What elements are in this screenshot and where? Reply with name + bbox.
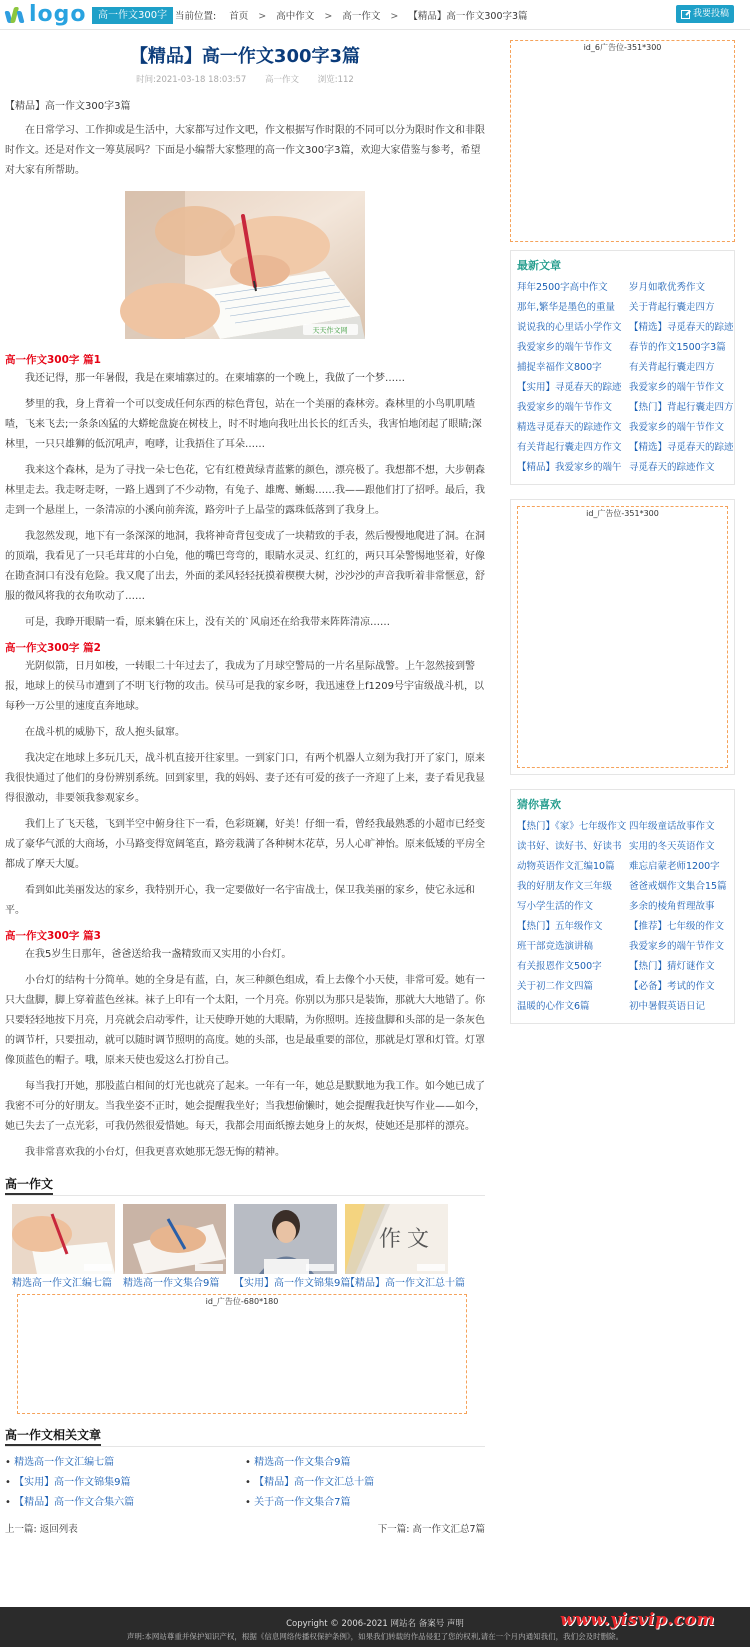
- next-article[interactable]: [378, 1521, 485, 1535]
- sidebar-ad-mid[interactable]: [517, 506, 728, 768]
- sidebar-link[interactable]: 温暖的心作文6篇: [517, 1001, 590, 1012]
- submit-article-button[interactable]: [676, 5, 734, 23]
- thumb-image[interactable]: [234, 1204, 337, 1274]
- sidebar-link[interactable]: 春节的作文1500字3篇: [629, 342, 726, 353]
- thumb-caption[interactable]: 【精品】高一作文汇总十篇: [345, 1278, 465, 1289]
- sidebar-link[interactable]: 【热门】猜灯谜作文: [629, 961, 715, 972]
- channel-badge[interactable]: 高一作文300字: [92, 7, 173, 24]
- article-time: 时间:2021-03-18 18:03:57: [136, 75, 247, 85]
- thumb-caption[interactable]: 精选高一作文汇编七篇: [12, 1278, 112, 1289]
- sidebar-link[interactable]: 有关背起行囊走四方: [629, 362, 715, 373]
- sidebar-link[interactable]: 爸爸戒烟作文集合15篇: [629, 881, 727, 892]
- site-watermark: www.yisvip.com: [560, 1610, 715, 1630]
- breadcrumb-separator: >: [258, 11, 267, 22]
- list-item[interactable]: • 【精品】高一作文合集六篇: [5, 1495, 245, 1511]
- sidebar-link[interactable]: 精选寻觅春天的踪迹作文: [517, 422, 622, 433]
- sidebar-link[interactable]: 【推荐】七年级的作文: [629, 921, 725, 932]
- sidebar-link[interactable]: 说说我的心里话小学作文: [517, 322, 622, 333]
- ad-label: id_广告位-351*300: [586, 509, 659, 518]
- sidebar-link[interactable]: 我爱家乡的端午节作文: [629, 422, 725, 433]
- section-title-2: 高一作文300字 篇2: [5, 642, 101, 654]
- related-thumb[interactable]: [345, 1204, 465, 1292]
- section-3-paragraph: 小台灯的结构十分简单。她的全身是有蓝，白，灰三种颜色组成，看上去像个小天使，非常可爱。她有一只大盘脚，脚上穿着蓝色丝袜。袜子上印有一个太阳，一个月亮。你别以为那只是装饰，那就大大地错了。你只要轻轻地按下月亮，月亮就会启动零件，让天使睁开她的大眼睛，为你照明。连接盘脚和头部的是一条灰色的调节杆，只要扭动，就可以随时调节照明的高度。她的头部，也是最重要的部位，那就是灯罩和灯管。灯罩像顶蓝色的帽子。哦，原来天使也爱这么打扮自己。: [5, 975, 485, 1066]
- list-item[interactable]: • 【实用】高一作文锦集9篇: [5, 1475, 245, 1491]
- section-3-paragraph: 每当我打开她，那股蓝白相间的灯光也就亮了起来。一年有一年，她总是默默地为我工作。如今她已成了我密不可分的好朋友。当我坐姿不正时，她会提醒我坐好；当我想偷懒时，她会提醒我赶快写作业——如今，她已失去了一点光彩，可我仍然很爱惜她。每天，我都会用面纸擦去她身上的灰烬，使她还是那样的漂亮。: [5, 1081, 485, 1132]
- sidebar-link[interactable]: 拜年2500字高中作文: [517, 282, 608, 293]
- thumb-caption[interactable]: 【实用】高一作文锦集9篇: [234, 1278, 351, 1289]
- article-category[interactable]: 高一作文: [265, 75, 300, 85]
- section-title-1: 高一作文300字 篇1: [5, 354, 101, 366]
- section-3-paragraph: 我非常喜欢我的小台灯，但我更喜欢她那无怨无悔的精神。: [25, 1147, 285, 1158]
- sidebar-link[interactable]: 多余的棱角哲理故事: [629, 901, 715, 912]
- sidebar-link[interactable]: 【精选】寻觅春天的踪迹: [629, 442, 734, 453]
- sidebar-link[interactable]: 实用的冬天英语作文: [629, 841, 715, 852]
- section-2-paragraph: 看到如此美丽发达的家乡，我特别开心，我一定要做好一名宇宙战士，保卫我美丽的家乡，使它永远和平。: [5, 885, 475, 916]
- list-item[interactable]: • 关于高一作文集合7篇: [245, 1495, 485, 1511]
- thumb-caption[interactable]: 精选高一作文集合9篇: [123, 1278, 220, 1289]
- sidebar-ad-top[interactable]: [510, 40, 735, 242]
- site-logo[interactable]: [5, 3, 87, 27]
- ad-label: id_广告位-680*180: [205, 1297, 279, 1306]
- related-articles: [5, 1426, 485, 1511]
- sidebar-link[interactable]: 【必备】考试的作文: [629, 981, 715, 992]
- top-header: [0, 0, 750, 30]
- sidebar-link[interactable]: 我爱家乡的端午节作文: [629, 382, 725, 393]
- section-title-3: 高一作文300字 篇3: [5, 930, 101, 942]
- thumb-image[interactable]: [123, 1204, 226, 1274]
- section-1-paragraph: 梦里的我，身上背着一个可以变成任何东西的棕色背包，站在一个美丽的森林旁。森林里的小鸟叽叽喳喳，飞来飞去;一条条凶猛的大蟒蛇盘旋在树枝上，时不时地向我吐出长长的红舌头，我害怕地闭起了眼睛;深林里，一只只雄狮的低沉吼声，咆哮，让我捂住了耳朵……: [5, 399, 482, 450]
- related-thumb[interactable]: [123, 1204, 226, 1292]
- writing-hands-illustration: [125, 191, 365, 339]
- related-thumb[interactable]: [12, 1204, 115, 1292]
- thumb-image[interactable]: [345, 1204, 448, 1274]
- breadcrumb-prefix: 当前位置:: [175, 11, 217, 22]
- ad-label: id_6广告位-351*300: [583, 43, 662, 52]
- section-2-paragraph: 我们上了飞天毯，飞到半空中俯身往下一看，色彩斑斓，好美！仔细一看，曾经我最熟悉的小超市已经变成了豪华气派的大商场，小马路变得宽阔笔直，路旁栽满了各种树木花草，另人心旷神怡。原来低矮的平房全都成了摩天大厦。: [5, 819, 485, 870]
- sidebar-link[interactable]: 有关背起行囊走四方作文: [517, 442, 622, 453]
- latest-articles-list: [517, 278, 734, 478]
- sidebar-link[interactable]: 关于背起行囊走四方: [629, 302, 715, 313]
- sidebar-link[interactable]: 四年级童话故事作文: [629, 821, 715, 832]
- sidebar-link[interactable]: 读书好、读好书、好读书: [517, 841, 622, 852]
- related-heading: 高一作文: [5, 1175, 53, 1195]
- breadcrumb-grade-one[interactable]: 高一作文: [342, 11, 381, 22]
- guess-you-like-list: [517, 817, 728, 1017]
- logo-text: logo: [29, 2, 87, 27]
- article-title: 【精品】高一作文300字3篇: [129, 46, 361, 67]
- article-photo: [125, 191, 365, 339]
- photo-watermark: 天天作文网: [312, 326, 348, 335]
- breadcrumb-home[interactable]: 首页: [229, 11, 249, 22]
- section-2-paragraph: 在战斗机的威胁下，敌人抱头鼠窜。: [25, 727, 185, 738]
- thumb-image-text: 作文: [378, 1227, 436, 1252]
- article-meta: [5, 73, 485, 87]
- sidebar-link[interactable]: 【实用】寻觅春天的踪迹: [517, 382, 622, 393]
- sidebar-link[interactable]: 我爱家乡的端午节作文: [517, 342, 613, 353]
- sidebar-link[interactable]: 捕捉幸福作文800字: [517, 362, 602, 373]
- guess-you-like-title: 猜你喜欢: [517, 798, 561, 811]
- sidebar-link[interactable]: 难忘启蒙老师1200字: [629, 861, 720, 872]
- sidebar-link[interactable]: 【热门】背起行囊走四方: [629, 402, 734, 413]
- sidebar-link[interactable]: 动物英语作文汇编10篇: [517, 861, 615, 872]
- thumb-image[interactable]: [12, 1204, 115, 1274]
- sidebar: [510, 40, 735, 1024]
- breadcrumb: [175, 8, 528, 22]
- sidebar-link[interactable]: 那年,繁华是墨色的重量: [517, 302, 616, 313]
- guess-you-like-panel: [510, 789, 735, 1024]
- section-2-paragraph: 我决定在地球上多玩几天，战斗机直接开往家里。一到家门口，有两个机器人立刻为我打开了家门，原来我很快通过了他们的身份辨别系统。回到家里，我的妈妈、妻子还有可爱的孩子一齐迎了上来，妻子看见我显得很激动，非要领我参观家乡。: [5, 753, 485, 804]
- sidebar-link[interactable]: 我爱家乡的端午节作文: [517, 402, 613, 413]
- related-section: [5, 1175, 485, 1292]
- section-1-paragraph: 我还记得，那一年暑假，我是在柬埔寨过的。在柬埔寨的一个晚上，我做了一个梦……: [25, 373, 405, 384]
- related-articles-heading: 高一作文相关文章: [5, 1426, 101, 1446]
- sidebar-link[interactable]: 有关报恩作文500字: [517, 961, 602, 972]
- sidebar-link[interactable]: 寻觅春天的踪迹作文: [629, 462, 715, 473]
- latest-articles-panel: [510, 250, 735, 485]
- prev-next-nav: [5, 1521, 485, 1535]
- breadcrumb-current: 【精品】高一作文300字3篇: [408, 11, 528, 22]
- list-item[interactable]: • 精选高一作文汇编七篇: [5, 1455, 245, 1471]
- sidebar-link[interactable]: 岁月如歌优秀作文: [629, 282, 706, 293]
- section-1-paragraph: 我忽然发现，地下有一条深深的地洞，我将神奇背包变成了一块精致的手表，然后慢慢地爬进了洞。在洞的顶端，我看见了一只毛茸茸的小白兔，他的嘴巴弯弯的，眼睛水灵灵、红红的，两只耳朵警惕地竖着，好像在勘查洞口有没有危险。我又爬了出去，外面的柔风轻轻抚摸着楔楔大树，沙沙沙的声音我听着非常惬意，舒服的微风将我的衣角吹动了……: [5, 531, 485, 602]
- article-lead: 【精品】高一作文300字3篇: [5, 101, 131, 112]
- sidebar-link[interactable]: 初中暑假英语日记: [629, 1001, 706, 1012]
- list-item[interactable]: • 【精品】高一作文汇总十篇: [245, 1475, 485, 1491]
- prev-article[interactable]: [5, 1521, 78, 1535]
- next-link[interactable]: 高一作文汇总7篇: [412, 1524, 485, 1535]
- sidebar-link[interactable]: 【精选】寻觅春天的踪迹: [629, 322, 734, 333]
- sidebar-link[interactable]: 我爱家乡的端午节作文: [629, 941, 725, 952]
- logo-mark-icon: [5, 5, 27, 25]
- submit-article-label: 我要投稿: [692, 9, 729, 19]
- sidebar-link[interactable]: 写小学生活的作文: [517, 901, 594, 912]
- sidebar-link[interactable]: 关于初二作文四篇: [517, 981, 594, 992]
- breadcrumb-separator: >: [390, 11, 399, 22]
- breadcrumb-separator: >: [324, 11, 333, 22]
- sidebar-link[interactable]: 【精品】我爱家乡的端午: [517, 462, 622, 473]
- sidebar-link[interactable]: 【热门】五年级作文: [517, 921, 603, 932]
- footer-copyright: Copyright © 2006-2021 网站名 备案号 声明: [286, 1619, 464, 1629]
- related-thumbs: [5, 1204, 485, 1292]
- section-2-paragraph: 光阴似箭，日月如梭，一转眼二十年过去了，我成为了月球空警局的一片名星际战警。上午忽然接到警报，地球上的侯马市遭到了不明飞行物的攻击。侯马可是我的家乡呀，我迅速登上f1209号宇宙级战斗机，以每秒一万公里的速度直奔地球。: [5, 661, 484, 712]
- sidebar-link[interactable]: 【热门】《家》七年级作文: [517, 821, 627, 832]
- section-1-paragraph: 我来这个森林，是为了寻找一朵七色花，它有红橙黄绿青蓝紫的颜色，漂亮极了。我想都不想，大步朝森林里走去。我走呀走呀，一路上遇到了不少动物，有兔子、雄鹰、蜥蜴……我——跟他们打了招呼。最后，我走到一个悬崖上，一条清凉的小溪向前奔流，路旁叶子上晶莹的露珠低落到了我身上。: [5, 465, 485, 516]
- prev-label: 上一篇:: [5, 1524, 37, 1535]
- sidebar-link[interactable]: 班干部竞选演讲稿: [517, 941, 594, 952]
- footer-notice: 声明:本网站尊重并保护知识产权，根据《信息网络传播权保护条例》，如果我们转载的作品侵犯了您的权利,请在一个月内通知我们，我们会及时删除。: [126, 1632, 624, 1641]
- ad-banner-680x180[interactable]: [17, 1294, 467, 1414]
- section-3-paragraph: 在我5岁生日那年，爸爸送给我一盏精致而又实用的小台灯。: [25, 949, 292, 960]
- section-1-paragraph: 可是，我睁开眼睛一看，原来躺在床上，没有关的`风扇还在给我带来阵阵清凉……: [25, 617, 390, 628]
- related-thumb[interactable]: [234, 1204, 351, 1292]
- latest-articles-title: 最新文章: [517, 259, 561, 272]
- related-articles-list: [5, 1455, 485, 1511]
- sidebar-link[interactable]: 我的好朋友作文三年级: [517, 881, 613, 892]
- next-label: 下一篇:: [377, 1524, 410, 1535]
- article-column: [5, 30, 485, 1535]
- list-item[interactable]: • 精选高一作文集合9篇: [245, 1455, 485, 1471]
- article-intro: 在日常学习、工作抑或是生活中，大家都写过作文吧，作文根据写作时限的不同可以分为限时作文和非限时作文。还是对作文一筹莫展吗？下面是小编帮大家整理的高一作文300字3篇，欢迎大家借鉴与参考，希望对大家有所帮助。: [5, 125, 485, 176]
- breadcrumb-highschool[interactable]: 高中作文: [276, 11, 315, 22]
- sidebar-ad-mid-wrapper: [510, 499, 735, 775]
- prev-link[interactable]: 返回列表: [39, 1524, 78, 1535]
- article-views: 浏览:112: [317, 75, 354, 85]
- edit-icon: [681, 10, 690, 19]
